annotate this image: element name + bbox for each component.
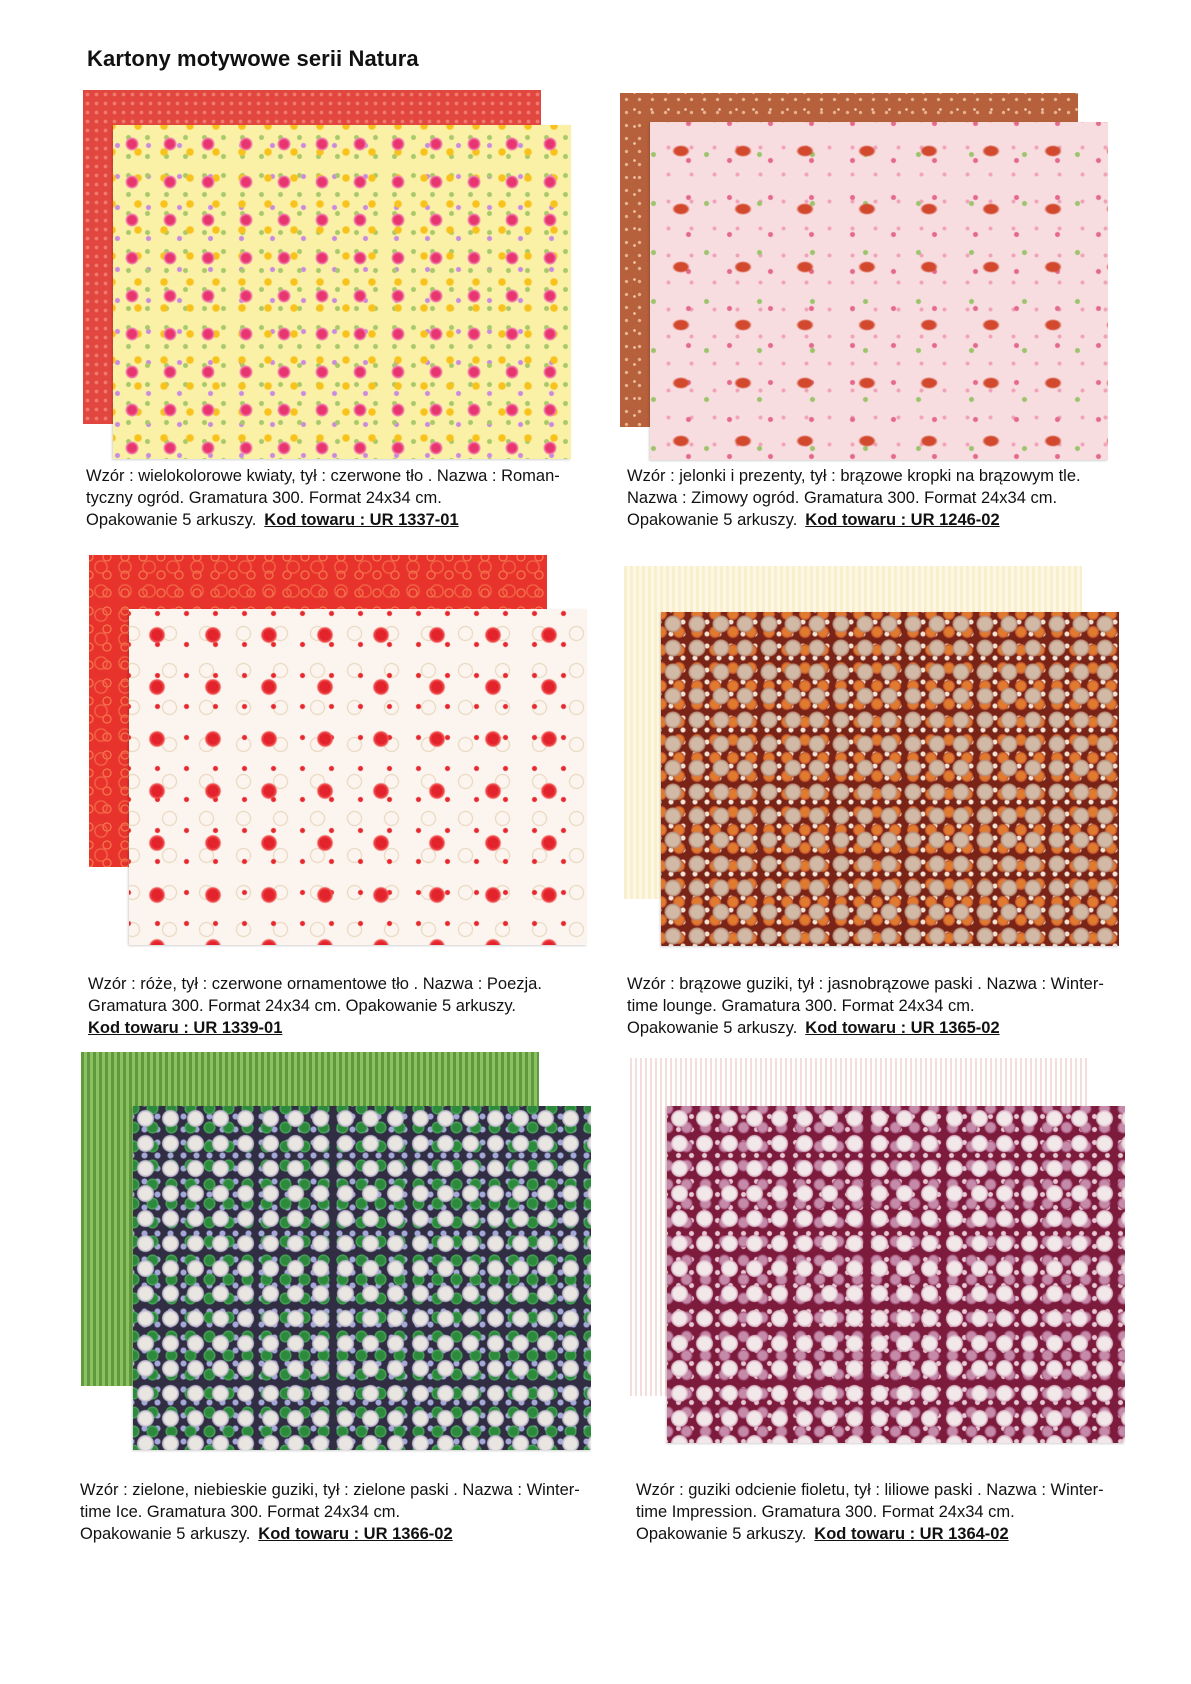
caption-line: time Ice. Gramatura 300. Format 24x34 cm. [80, 1503, 401, 1521]
caption-line: Opakowanie 5 arkuszy. [636, 1525, 807, 1543]
product-code: Kod towaru : UR 1364-02 [814, 1525, 1009, 1543]
product-code: Kod towaru : UR 1337-01 [264, 511, 459, 529]
caption-line: Wzór : róże, tył : czerwone ornamentowe tło . Nazwa : Poezja. [88, 975, 542, 993]
caption-line: Nazwa : Zimowy ogród. Gramatura 300. Format 24x34 cm. [627, 489, 1058, 507]
caption-line: time Impression. Gramatura 300. Format 24x34 cm. [636, 1503, 1015, 1521]
product-code: Kod towaru : UR 1339-01 [88, 1019, 283, 1037]
caption-line: Wzór : zielone, niebieskie guziki, tył : zielone paski . Nazwa : Winter- [80, 1481, 580, 1499]
product-front-sheet-image [661, 612, 1119, 946]
product-front-sheet-image [667, 1106, 1125, 1443]
product-code: Kod towaru : UR 1246-02 [805, 511, 1000, 529]
product-front-sheet-image [650, 122, 1108, 460]
caption-line: time lounge. Gramatura 300. Format 24x34 cm. [627, 997, 975, 1015]
caption-line: Opakowanie 5 arkuszy. [627, 1019, 798, 1037]
caption-line: Wzór : wielokolorowe kwiaty, tył : czerwone tło . Nazwa : Roman- [86, 467, 560, 485]
caption-line: Opakowanie 5 arkuszy. [86, 511, 257, 529]
caption-line: Opakowanie 5 arkuszy. [80, 1525, 251, 1543]
caption-line: Gramatura 300. Format 24x34 cm. Opakowanie 5 arkuszy. [88, 997, 516, 1015]
product-caption [86, 465, 560, 531]
product-caption [627, 973, 1104, 1039]
page-title: Kartony motywowe serii Natura [87, 46, 419, 71]
product-code: Kod towaru : UR 1366-02 [258, 1525, 453, 1543]
product-caption [636, 1479, 1104, 1545]
product-caption [80, 1479, 580, 1545]
caption-line: Wzór : jelonki i prezenty, tył : brązowe kropki na brązowym tle. [627, 467, 1081, 485]
product-front-sheet-image [113, 125, 571, 459]
caption-line: Opakowanie 5 arkuszy. [627, 511, 798, 529]
caption-line: tyczny ogród. Gramatura 300. Format 24x34 cm. [86, 489, 442, 507]
product-front-sheet-image [133, 1106, 591, 1450]
caption-line: Wzór : guziki odcienie fioletu, tył : liliowe paski . Nazwa : Winter- [636, 1481, 1104, 1499]
product-caption [627, 465, 1081, 531]
product-caption [88, 973, 542, 1039]
product-code: Kod towaru : UR 1365-02 [805, 1019, 1000, 1037]
product-front-sheet-image [129, 609, 587, 945]
caption-line: Wzór : brązowe guziki, tył : jasnobrązowe paski . Nazwa : Winter- [627, 975, 1104, 993]
